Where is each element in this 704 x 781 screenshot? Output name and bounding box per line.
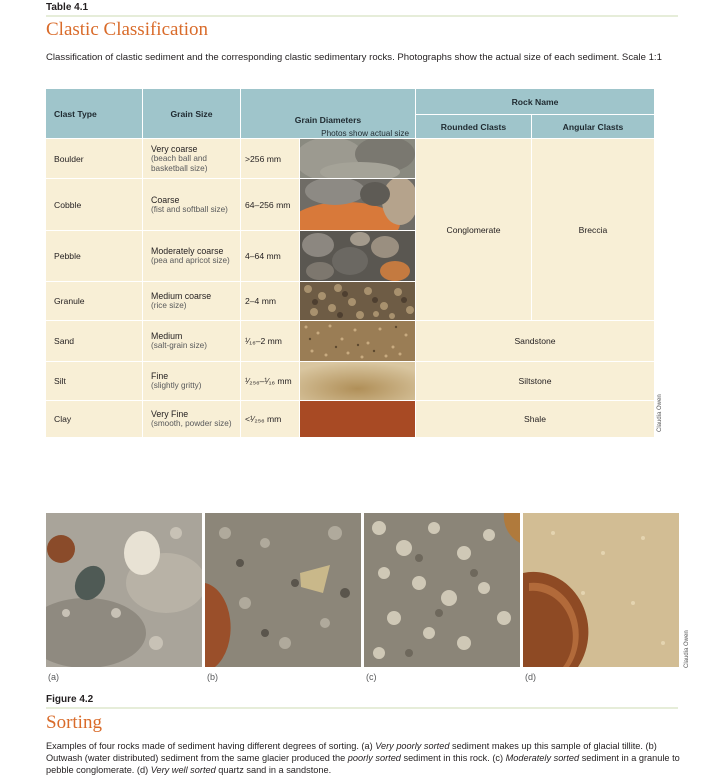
sorting-photo-b — [205, 513, 361, 667]
grain-size-note: (salt-grain size) — [151, 341, 207, 350]
grain-size — [143, 362, 241, 401]
header-photos-note: Photos show actual size — [321, 129, 409, 138]
grain-size — [143, 139, 241, 179]
caption-text: sediment in a granule to pebble conglomerate. (d) — [46, 753, 680, 775]
header-clast-type: Clast Type — [46, 89, 143, 139]
pebble-photo — [300, 231, 416, 282]
header-grain-diameters — [241, 89, 416, 139]
sorting-photo-d — [523, 513, 679, 667]
table-row — [46, 321, 655, 362]
table-row — [46, 362, 655, 401]
table-row — [46, 401, 655, 438]
caption-emphasis: Very well sorted — [150, 765, 216, 775]
caption-text: quartz sand in a sandstone. — [215, 765, 332, 775]
divider — [46, 707, 678, 709]
grain-size — [143, 179, 241, 231]
grain-size-main: Fine — [151, 371, 169, 381]
grain-size-note: (smooth, powder size) — [151, 419, 232, 428]
header-rock-name: Rock Name — [416, 89, 655, 115]
conglomerate-cell: Conglomerate — [416, 139, 532, 321]
figure-caption — [46, 740, 686, 776]
grain-size-main: Very coarse — [151, 143, 198, 154]
caption-text: Examples of four rocks made of sediment having different degrees of sorting. (a) — [46, 741, 376, 751]
header-rounded-clasts: Rounded Clasts — [416, 115, 532, 139]
table-label: Table 4.1 — [46, 2, 89, 13]
grain-diameter: >256 mm — [241, 139, 300, 179]
photo-label-d: (d) — [525, 672, 536, 682]
grain-size-note: (rice size) — [151, 301, 187, 310]
sandstone-cell: Sandstone — [416, 321, 655, 362]
clast-type: Cobble — [46, 179, 143, 231]
figure-label: Figure 4.2 — [46, 694, 94, 705]
grain-size-main: Medium coarse — [151, 291, 212, 301]
clastic-classification-table — [46, 89, 655, 438]
clast-type: Pebble — [46, 231, 143, 282]
clast-type: Granule — [46, 282, 143, 321]
divider — [46, 15, 678, 17]
header-grain-diameters-label: Grain Diameters — [294, 115, 362, 125]
siltstone-cell: Siltstone — [416, 362, 655, 401]
caption-emphasis: Very poorly sorted — [375, 741, 450, 751]
grain-size-note: (slightly gritty) — [151, 381, 202, 390]
grain-diameter: 4–64 mm — [241, 231, 300, 282]
grain-diameter: 64–256 mm — [241, 179, 300, 231]
header-grain-size: Grain Size — [143, 89, 241, 139]
boulder-photo — [300, 139, 416, 179]
grain-size-main: Medium — [151, 331, 183, 341]
grain-diameter: 2–4 mm — [241, 282, 300, 321]
table-caption: Classification of clastic sediment and the corresponding clastic sedimentary rocks. Photographs show the actual size of each sediment. Scale 1:1 — [46, 52, 662, 63]
grain-size-main: Very Fine — [151, 409, 189, 419]
figure-photo-credit: Claudia Owen — [684, 630, 690, 668]
caption-text: sediment makes up this sample of glacial tillite. (b) Outwash (water distributed) sediment from the same glacier produced the — [46, 741, 657, 763]
grain-size — [143, 321, 241, 362]
photo-label-b: (b) — [207, 672, 218, 682]
grain-diameter: <¹⁄₂₅₆ mm — [241, 401, 300, 438]
cobble-photo — [300, 179, 416, 231]
photo-label-c: (c) — [366, 672, 377, 682]
clast-type: Boulder — [46, 139, 143, 179]
caption-emphasis: poorly sorted — [347, 753, 401, 763]
shale-cell: Shale — [416, 401, 655, 438]
caption-text: sediment in this rock. (c) — [400, 753, 506, 763]
grain-diameter: ¹⁄₁₆–2 mm — [241, 321, 300, 362]
grain-diameter: ¹⁄₂₅₆–¹⁄₁₆ mm — [241, 362, 300, 401]
table-photo-credit: Claudia Owen — [657, 394, 663, 432]
clay-photo — [300, 401, 416, 438]
granule-photo — [300, 282, 416, 321]
sand-photo — [300, 321, 416, 362]
grain-size — [143, 282, 241, 321]
grain-size — [143, 401, 241, 438]
sorting-photo-a — [46, 513, 202, 667]
grain-size-main: Coarse — [151, 194, 180, 205]
clast-type: Clay — [46, 401, 143, 438]
caption-emphasis: Moderately sorted — [505, 753, 580, 763]
grain-size-note: (fist and softball size) — [151, 204, 228, 214]
table-row — [46, 139, 655, 179]
silt-photo — [300, 362, 416, 401]
photo-label-a: (a) — [48, 672, 59, 682]
grain-size — [143, 231, 241, 282]
header-angular-clasts: Angular Clasts — [532, 115, 655, 139]
grain-size-note: (pea and apricot size) — [151, 256, 230, 265]
breccia-cell: Breccia — [532, 139, 655, 321]
grain-size-note: (beach ball and basketball size) — [151, 153, 208, 173]
clast-type: Silt — [46, 362, 143, 401]
table-title: Clastic Classification — [46, 19, 209, 40]
clast-type: Sand — [46, 321, 143, 362]
figure-title: Sorting — [46, 712, 102, 733]
sorting-photo-c — [364, 513, 520, 667]
grain-size-main: Moderately coarse — [151, 246, 224, 256]
